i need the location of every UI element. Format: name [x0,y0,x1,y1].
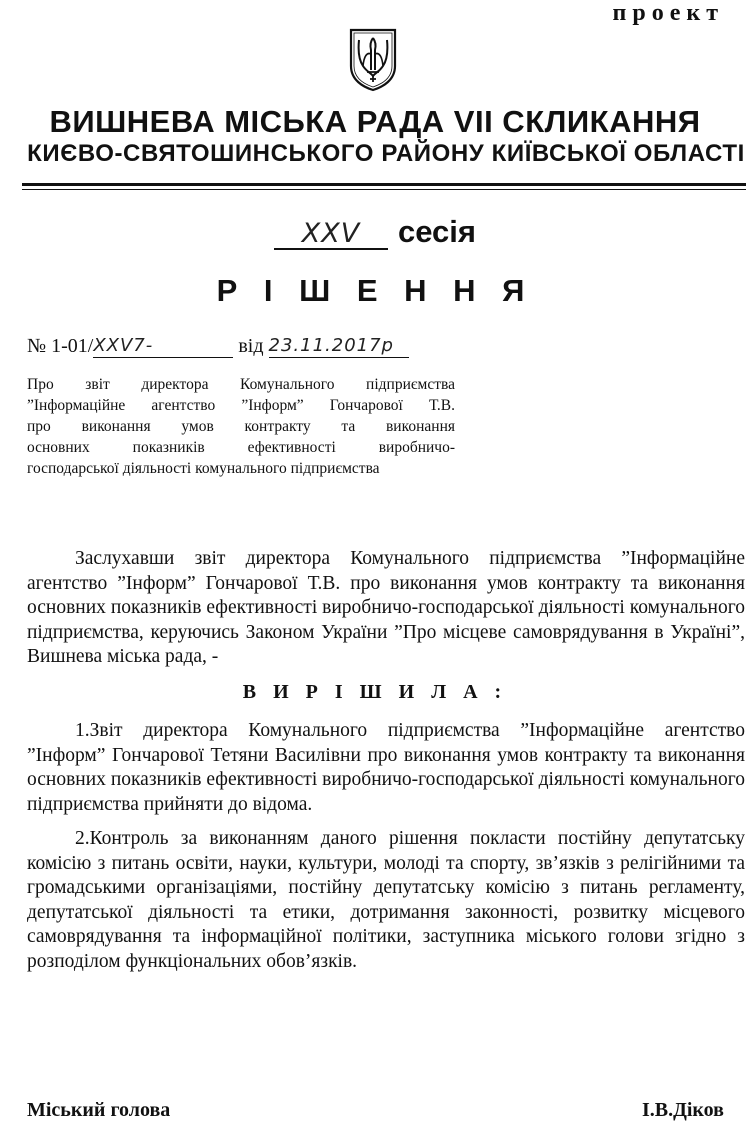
session-number: XXV [301,218,361,249]
decision-number-prefix: № 1-01/ [27,335,94,357]
header-divider-thin [22,189,746,190]
decision-date-label: від [238,335,264,357]
trident-coat-of-arms-icon [347,26,399,92]
session-number-blank [274,218,388,250]
resolved-heading: В И Р І Ш И Л А : [242,681,508,703]
decision-subject [27,374,455,479]
resolution-item-2: 2.Контроль за виконанням даного рішення покласти постійну депутатську комісію з питань освіти, науки, культури, молоді та спорту, зв’язків з релігійними та громадськими організаціями, постійну депутатську комісію з питань регламенту, депутатської діяльності та етики, дотримання законності, розвитку місцевого самоврядування та інформаційної політики, заступника міського голови згідно з розподілом функціональних обов’язків. [27,828,745,972]
session-line [0,214,750,250]
subject-line: про виконання умов контракту та виконання [27,418,455,435]
council-name: ВИШНЕВА МІСЬКА РАДА VII СКЛИКАННЯ [49,104,701,139]
subject-line: основних показників ефективності виробничо- [27,439,455,456]
session-label: сесія [397,214,476,249]
header-divider-thick [22,183,746,186]
subject-line: господарської діяльності комунального підприємства [27,460,380,477]
draft-mark: проект [612,0,724,26]
decision-number-line [27,334,409,358]
council-district: КИЄВО-СВЯТОШИНСЬКОГО РАЙОНУ КИЇВСЬКОЇ ОБЛАСТІ [27,140,745,167]
decision-title: Р І Ш Е Н Н Я [216,273,534,308]
decision-date-blank [269,334,409,358]
decision-number: XXV7- [93,335,154,356]
decision-number-blank [93,334,233,358]
resolution-item-1: 1.Звіт директора Комунального підприємства ”Інформаційне агентство ”Інформ” Гончарової Тетяни Василівни про виконання умов контракту та виконання основних показників ефективності виробничо-господарської діяльності комунального підприємства прийняти до відома. [27,720,745,815]
intro-paragraph: Заслухавши звіт директора Комунального підприємства ”Інформаційне агентство ”Інформ” Гончарової Т.В. про виконання умов контракту та виконання основних показників ефективності виробничо-господарської діяльності комунального підприємства, керуючись Законом України ”Про місцеве самоврядування в Україні”, Вишнева міська рада, - [27,548,745,667]
signature-name: І.В.Діков [641,1099,724,1121]
signature-role: Міський голова [27,1099,171,1121]
subject-line: ”Інформаційне агентство ”Інформ” Гончарової Т.В. [27,397,455,414]
decision-date: 23.11.2017р [268,335,394,356]
subject-line: Про звіт директора Комунального підприємства [27,376,455,393]
